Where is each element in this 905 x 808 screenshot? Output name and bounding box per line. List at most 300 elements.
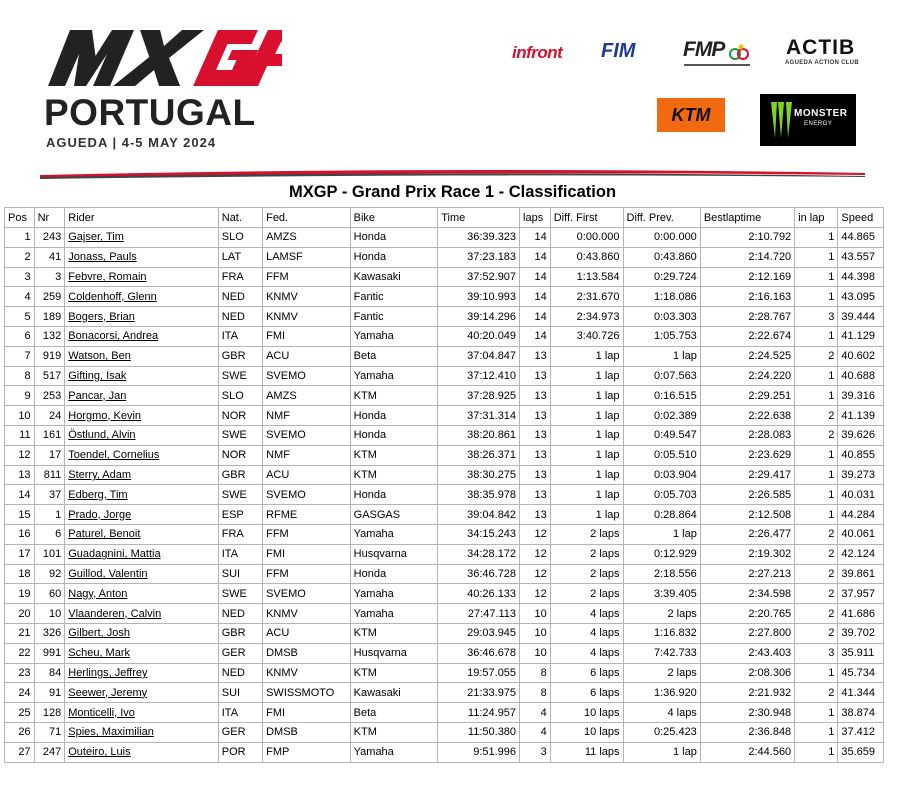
table-row (5, 485, 884, 505)
table-row (5, 445, 884, 465)
cell-bike: KTM (350, 386, 438, 406)
cell-time: 27:47.113 (438, 604, 520, 624)
cell-rider[interactable]: Edberg, Tim (65, 485, 219, 505)
cell-fed: KNMV (263, 287, 351, 307)
cell-diff-prev: 1 lap (623, 742, 700, 762)
cell-nr: 91 (34, 683, 65, 703)
cell-in-lap: 1 (795, 485, 838, 505)
cell-diff-first: 6 laps (550, 663, 623, 683)
cell-time: 21:33.975 (438, 683, 520, 703)
cell-diff-first: 2:31.670 (550, 287, 623, 307)
table-row (5, 326, 884, 346)
cell-diff-prev: 2 laps (623, 604, 700, 624)
cell-diff-first: 1 lap (550, 445, 623, 465)
cell-fed: FMI (263, 326, 351, 346)
cell-nat: ESP (218, 505, 262, 525)
cell-bike: Honda (350, 425, 438, 445)
cell-diff-first: 0:43.860 (550, 247, 623, 267)
cell-laps: 13 (520, 366, 551, 386)
col-header-laps: laps (520, 208, 551, 228)
cell-in-lap: 2 (795, 544, 838, 564)
cell-time: 37:52.907 (438, 267, 520, 287)
cell-in-lap: 1 (795, 366, 838, 386)
cell-time: 9:51.996 (438, 742, 520, 762)
cell-bike: KTM (350, 465, 438, 485)
cell-speed: 39.702 (838, 623, 884, 643)
cell-laps: 14 (520, 267, 551, 287)
cell-nat: POR (218, 742, 262, 762)
cell-laps: 12 (520, 524, 551, 544)
event-title: PORTUGAL (44, 92, 256, 133)
actib-logo: ACTIB (786, 36, 856, 59)
cell-in-lap: 1 (795, 465, 838, 485)
cell-fed: LAMSF (263, 247, 351, 267)
cell-diff-first: 2 laps (550, 524, 623, 544)
cell-rider[interactable]: Nagy, Anton (65, 584, 219, 604)
ktm-logo: KTM (657, 98, 725, 132)
cell-diff-prev: 0:49.547 (623, 425, 700, 445)
cell-laps: 8 (520, 663, 551, 683)
cell-diff-prev: 0:00.000 (623, 228, 700, 248)
cell-rider[interactable]: Gajser, Tim (65, 228, 219, 248)
cell-in-lap: 2 (795, 524, 838, 544)
cell-laps: 14 (520, 326, 551, 346)
cell-rider[interactable]: Östlund, Alvin (65, 425, 219, 445)
cell-speed: 41.344 (838, 683, 884, 703)
cell-rider[interactable]: Outeiro, Luis (65, 742, 219, 762)
cell-rider[interactable]: Spies, Maximilian (65, 722, 219, 742)
table-row (5, 228, 884, 248)
cell-speed: 39.316 (838, 386, 884, 406)
cell-rider[interactable]: Guadagnini, Mattia (65, 544, 219, 564)
cell-fed: KNMV (263, 307, 351, 327)
cell-nat: NED (218, 287, 262, 307)
cell-bike: Husqvarna (350, 544, 438, 564)
cell-in-lap: 2 (795, 623, 838, 643)
cell-laps: 14 (520, 287, 551, 307)
cell-nr: 243 (34, 228, 65, 248)
cell-diff-prev: 0:25.423 (623, 722, 700, 742)
cell-nr: 189 (34, 307, 65, 327)
cell-diff-prev: 0:05.703 (623, 485, 700, 505)
cell-laps: 10 (520, 623, 551, 643)
cell-laps: 14 (520, 228, 551, 248)
cell-bike: Yamaha (350, 584, 438, 604)
cell-nr: 253 (34, 386, 65, 406)
table-row (5, 564, 884, 584)
cell-rider[interactable]: Herlings, Jeffrey (65, 663, 219, 683)
monster-energy-logo (760, 94, 856, 146)
cell-in-lap: 3 (795, 643, 838, 663)
cell-time: 36:39.323 (438, 228, 520, 248)
cell-bike: KTM (350, 722, 438, 742)
cell-bike: Honda (350, 228, 438, 248)
cell-fed: SVEMO (263, 425, 351, 445)
table-row (5, 623, 884, 643)
cell-bestlaptime: 2:28.767 (700, 307, 794, 327)
cell-bike: Yamaha (350, 366, 438, 386)
cell-rider[interactable]: Gilbert, Josh (65, 623, 219, 643)
cell-laps: 12 (520, 584, 551, 604)
cell-pos: 10 (5, 406, 35, 426)
cell-bestlaptime: 2:22.674 (700, 326, 794, 346)
cell-speed: 35.659 (838, 742, 884, 762)
cell-pos: 1 (5, 228, 35, 248)
cell-pos: 8 (5, 366, 35, 386)
cell-speed: 41.129 (838, 326, 884, 346)
cell-pos: 18 (5, 564, 35, 584)
cell-rider[interactable]: Gifting, Isak (65, 366, 219, 386)
cell-speed: 39.861 (838, 564, 884, 584)
table-row (5, 247, 884, 267)
cell-speed: 41.686 (838, 604, 884, 624)
col-header-nr: Nr (34, 208, 65, 228)
col-header-pos: Pos (5, 208, 35, 228)
cell-rider[interactable]: Febvre, Romain (65, 267, 219, 287)
monster-logo-text: MONSTER (794, 108, 848, 119)
table-row (5, 604, 884, 624)
cell-speed: 37.957 (838, 584, 884, 604)
cell-bike: Kawasaki (350, 683, 438, 703)
cell-fed: NMF (263, 445, 351, 465)
cell-nr: 71 (34, 722, 65, 742)
cell-time: 40:26.133 (438, 584, 520, 604)
table-row (5, 267, 884, 287)
cell-nr: 1 (34, 505, 65, 525)
cell-speed: 43.557 (838, 247, 884, 267)
cell-bike: Yamaha (350, 524, 438, 544)
cell-time: 39:10.993 (438, 287, 520, 307)
cell-speed: 40.061 (838, 524, 884, 544)
table-row (5, 703, 884, 723)
cell-pos: 26 (5, 722, 35, 742)
cell-laps: 14 (520, 307, 551, 327)
cell-pos: 5 (5, 307, 35, 327)
cell-time: 39:04.842 (438, 505, 520, 525)
cell-in-lap: 1 (795, 247, 838, 267)
cell-nr: 326 (34, 623, 65, 643)
table-row (5, 287, 884, 307)
cell-time: 36:46.728 (438, 564, 520, 584)
cell-bike: Yamaha (350, 604, 438, 624)
table-row (5, 406, 884, 426)
cell-bike: Honda (350, 564, 438, 584)
cell-nr: 161 (34, 425, 65, 445)
cell-bestlaptime: 2:14.720 (700, 247, 794, 267)
cell-diff-first: 1 lap (550, 485, 623, 505)
col-header-diff-first: Diff. First (550, 208, 623, 228)
cell-time: 37:31.314 (438, 406, 520, 426)
mxgp-logo (42, 22, 282, 90)
cell-bestlaptime: 2:10.792 (700, 228, 794, 248)
cell-in-lap: 1 (795, 228, 838, 248)
cell-nr: 24 (34, 406, 65, 426)
cell-nr: 247 (34, 742, 65, 762)
cell-in-lap: 1 (795, 326, 838, 346)
cell-diff-prev: 2 laps (623, 663, 700, 683)
col-header-diff-prev: Diff. Prev. (623, 208, 700, 228)
cell-fed: SVEMO (263, 366, 351, 386)
cell-speed: 40.031 (838, 485, 884, 505)
cell-diff-first: 10 laps (550, 722, 623, 742)
cell-diff-prev: 0:03.303 (623, 307, 700, 327)
cell-fed: DMSB (263, 722, 351, 742)
cell-nr: 92 (34, 564, 65, 584)
cell-pos: 9 (5, 386, 35, 406)
cell-diff-first: 4 laps (550, 604, 623, 624)
cell-speed: 40.602 (838, 346, 884, 366)
cell-fed: AMZS (263, 386, 351, 406)
cell-nat: NED (218, 663, 262, 683)
cell-in-lap: 3 (795, 307, 838, 327)
cell-pos: 25 (5, 703, 35, 723)
cell-diff-prev: 4 laps (623, 703, 700, 723)
cell-pos: 22 (5, 643, 35, 663)
cell-diff-first: 10 laps (550, 703, 623, 723)
cell-bestlaptime: 2:29.251 (700, 386, 794, 406)
cell-rider[interactable]: Coldenhoff, Glenn (65, 287, 219, 307)
cell-nat: SWE (218, 584, 262, 604)
cell-pos: 12 (5, 445, 35, 465)
cell-nr: 60 (34, 584, 65, 604)
cell-in-lap: 1 (795, 663, 838, 683)
cell-pos: 14 (5, 485, 35, 505)
cell-in-lap: 1 (795, 505, 838, 525)
cell-nat: SLO (218, 386, 262, 406)
cell-nat: GBR (218, 623, 262, 643)
cell-rider[interactable]: Horgmo, Kevin (65, 406, 219, 426)
cell-rider[interactable]: Bonacorsi, Andrea (65, 326, 219, 346)
cell-speed: 44.284 (838, 505, 884, 525)
cell-pos: 3 (5, 267, 35, 287)
cell-bike: Kawasaki (350, 267, 438, 287)
cell-rider[interactable]: Guillod, Valentin (65, 564, 219, 584)
cell-diff-first: 1 lap (550, 425, 623, 445)
cell-fed: RFME (263, 505, 351, 525)
col-header-bike: Bike (350, 208, 438, 228)
cell-laps: 4 (520, 703, 551, 723)
col-header-in-lap: in lap (795, 208, 838, 228)
cell-nr: 41 (34, 247, 65, 267)
cell-rider[interactable]: Bogers, Brian (65, 307, 219, 327)
cell-nr: 259 (34, 287, 65, 307)
cell-speed: 44.398 (838, 267, 884, 287)
cell-rider[interactable]: Jonass, Pauls (65, 247, 219, 267)
cell-diff-prev: 1:05.753 (623, 326, 700, 346)
table-row (5, 742, 884, 762)
cell-diff-first: 4 laps (550, 643, 623, 663)
cell-pos: 23 (5, 663, 35, 683)
cell-bike: Fantic (350, 287, 438, 307)
cell-rider[interactable]: Pancar, Jan (65, 386, 219, 406)
table-row (5, 465, 884, 485)
cell-in-lap: 2 (795, 683, 838, 703)
cell-laps: 13 (520, 425, 551, 445)
cell-fed: DMSB (263, 643, 351, 663)
table-row (5, 524, 884, 544)
cell-laps: 8 (520, 683, 551, 703)
cell-bestlaptime: 2:27.800 (700, 623, 794, 643)
cell-time: 36:46.678 (438, 643, 520, 663)
table-row (5, 425, 884, 445)
cell-nat: ITA (218, 326, 262, 346)
cell-bestlaptime: 2:20.765 (700, 604, 794, 624)
page-title: MXGP - Grand Prix Race 1 - Classification (288, 183, 617, 201)
cell-bike: Honda (350, 247, 438, 267)
cell-laps: 13 (520, 406, 551, 426)
cell-rider[interactable]: Monticelli, Ivo (65, 703, 219, 723)
fmp-logo-underline (684, 64, 750, 66)
cell-time: 19:57.055 (438, 663, 520, 683)
cell-rider[interactable]: Prado, Jorge (65, 505, 219, 525)
cell-bike: Husqvarna (350, 643, 438, 663)
cell-diff-prev: 0:28.864 (623, 505, 700, 525)
cell-bike: Honda (350, 406, 438, 426)
cell-diff-first: 1 lap (550, 505, 623, 525)
cell-speed: 42.124 (838, 544, 884, 564)
cell-diff-prev: 1 lap (623, 524, 700, 544)
cell-diff-prev: 2:18.556 (623, 564, 700, 584)
cell-rider[interactable]: Watson, Ben (65, 346, 219, 366)
cell-bestlaptime: 2:23.629 (700, 445, 794, 465)
cell-diff-prev: 0:16.515 (623, 386, 700, 406)
cell-in-lap: 1 (795, 267, 838, 287)
cell-in-lap: 2 (795, 604, 838, 624)
cell-bike: Yamaha (350, 326, 438, 346)
cell-bestlaptime: 2:30.948 (700, 703, 794, 723)
cell-diff-first: 1:13.584 (550, 267, 623, 287)
cell-bike: Yamaha (350, 742, 438, 762)
cell-fed: FMP (263, 742, 351, 762)
cell-fed: FMI (263, 544, 351, 564)
cell-speed: 35.911 (838, 643, 884, 663)
cell-speed: 40.855 (838, 445, 884, 465)
cell-pos: 7 (5, 346, 35, 366)
col-header-rider: Rider (65, 208, 219, 228)
cell-diff-prev: 1:16.832 (623, 623, 700, 643)
cell-speed: 45.734 (838, 663, 884, 683)
classification-table (4, 207, 884, 763)
cell-nr: 6 (34, 524, 65, 544)
cell-nat: NOR (218, 445, 262, 465)
cell-fed: FFM (263, 564, 351, 584)
col-header-bestlaptime: Bestlaptime (700, 208, 794, 228)
cell-bike: KTM (350, 623, 438, 643)
cell-time: 38:30.275 (438, 465, 520, 485)
cell-bike: KTM (350, 445, 438, 465)
cell-diff-prev: 0:02.389 (623, 406, 700, 426)
cell-diff-first: 3:40.726 (550, 326, 623, 346)
cell-bike: Beta (350, 703, 438, 723)
table-row (5, 643, 884, 663)
cell-in-lap: 1 (795, 386, 838, 406)
cell-pos: 24 (5, 683, 35, 703)
cell-diff-first: 2 laps (550, 544, 623, 564)
cell-fed: SVEMO (263, 584, 351, 604)
cell-time: 38:35.978 (438, 485, 520, 505)
table-row (5, 386, 884, 406)
cell-rider[interactable]: Vlaanderen, Calvin (65, 604, 219, 624)
cell-nr: 101 (34, 544, 65, 564)
cell-diff-prev: 0:05.510 (623, 445, 700, 465)
cell-fed: KNMV (263, 604, 351, 624)
cell-bestlaptime: 2:22.638 (700, 406, 794, 426)
cell-bestlaptime: 2:27.213 (700, 564, 794, 584)
cell-bestlaptime: 2:08.306 (700, 663, 794, 683)
cell-laps: 13 (520, 386, 551, 406)
cell-fed: ACU (263, 465, 351, 485)
cell-laps: 13 (520, 485, 551, 505)
table-row (5, 544, 884, 564)
cell-fed: FFM (263, 524, 351, 544)
cell-diff-first: 1 lap (550, 366, 623, 386)
cell-diff-first: 6 laps (550, 683, 623, 703)
cell-rider[interactable]: Scheu, Mark (65, 643, 219, 663)
cell-bestlaptime: 2:12.169 (700, 267, 794, 287)
table-row (5, 366, 884, 386)
cell-time: 37:23.183 (438, 247, 520, 267)
cell-nat: GBR (218, 346, 262, 366)
cell-laps: 13 (520, 465, 551, 485)
cell-nat: FRA (218, 524, 262, 544)
cell-time: 29:03.945 (438, 623, 520, 643)
header-swoosh-divider (40, 164, 865, 180)
cell-diff-first: 11 laps (550, 742, 623, 762)
cell-pos: 21 (5, 623, 35, 643)
cell-nat: GER (218, 643, 262, 663)
cell-time: 37:28.925 (438, 386, 520, 406)
cell-speed: 43.095 (838, 287, 884, 307)
table-row (5, 346, 884, 366)
cell-nat: NED (218, 604, 262, 624)
cell-in-lap: 1 (795, 722, 838, 742)
table-header-row (5, 208, 884, 228)
cell-pos: 13 (5, 465, 35, 485)
cell-laps: 10 (520, 604, 551, 624)
cell-time: 38:26.371 (438, 445, 520, 465)
cell-in-lap: 1 (795, 742, 838, 762)
cell-in-lap: 1 (795, 445, 838, 465)
cell-bestlaptime: 2:16.163 (700, 287, 794, 307)
monster-claw-icon (768, 100, 794, 140)
cell-time: 11:50.380 (438, 722, 520, 742)
cell-bestlaptime: 2:29.417 (700, 465, 794, 485)
cell-pos: 19 (5, 584, 35, 604)
cell-fed: NMF (263, 406, 351, 426)
cell-fed: ACU (263, 346, 351, 366)
cell-speed: 41.139 (838, 406, 884, 426)
cell-bestlaptime: 2:34.598 (700, 584, 794, 604)
cell-nat: ITA (218, 544, 262, 564)
cell-rider[interactable]: Seewer, Jeremy (65, 683, 219, 703)
cell-pos: 2 (5, 247, 35, 267)
col-header-nat: Nat. (218, 208, 262, 228)
cell-diff-first: 2 laps (550, 584, 623, 604)
cell-nr: 128 (34, 703, 65, 723)
cell-rider[interactable]: Sterry, Adam (65, 465, 219, 485)
cell-fed: SWISSMOTO (263, 683, 351, 703)
cell-bike: Fantic (350, 307, 438, 327)
cell-rider[interactable]: Paturel, Benoit (65, 524, 219, 544)
cell-diff-prev: 0:07.563 (623, 366, 700, 386)
cell-bestlaptime: 2:24.525 (700, 346, 794, 366)
cell-bestlaptime: 2:21.932 (700, 683, 794, 703)
cell-in-lap: 2 (795, 425, 838, 445)
cell-rider[interactable]: Toendel, Cornelius (65, 445, 219, 465)
cell-laps: 14 (520, 247, 551, 267)
cell-bike: KTM (350, 663, 438, 683)
cell-nat: SWE (218, 366, 262, 386)
